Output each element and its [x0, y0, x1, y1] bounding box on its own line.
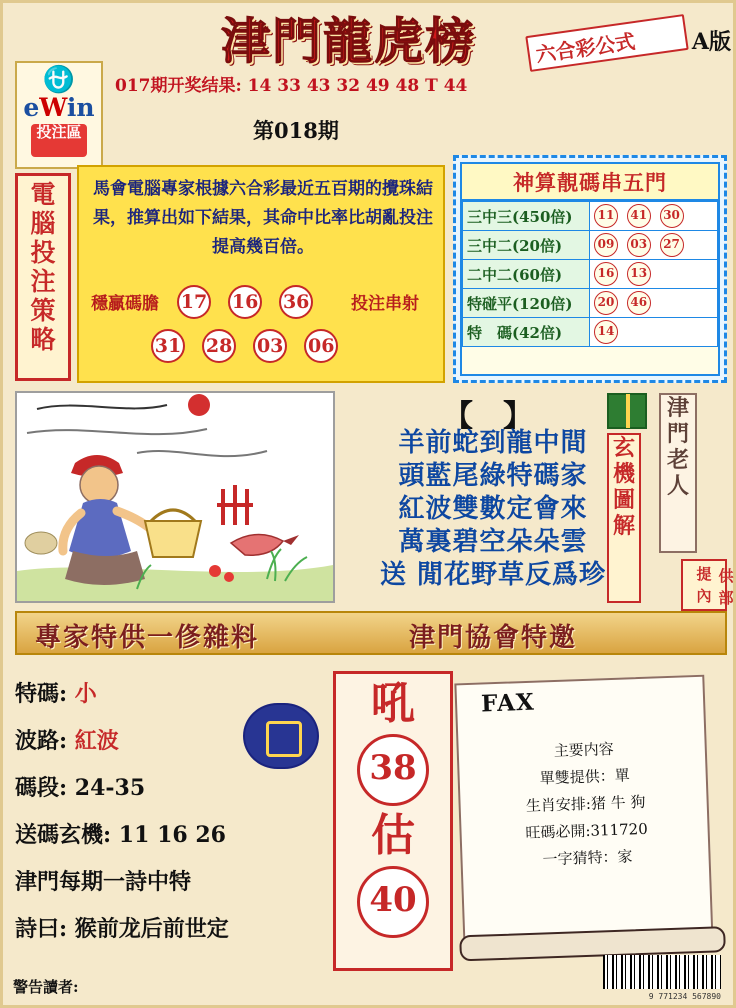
vtitle-char: 注: [30, 267, 56, 296]
odds-label: 三中三(450倍): [463, 202, 590, 231]
strip-char: 玄: [612, 435, 635, 461]
strip-char: 解: [612, 513, 635, 539]
lucky-ball: 06: [304, 329, 338, 363]
fax-line: 單雙提供：單: [539, 766, 630, 788]
formula-ribbon: [525, 14, 688, 72]
poem-line: 送 閒花野草反爲珍: [379, 560, 607, 590]
lucky-word-mid: 估: [371, 810, 415, 861]
barcode: [603, 955, 721, 989]
strategy-text: 馬會電腦專家根據六合彩最近五百期的攪珠結果，推算出如下結果，其命中比率比胡亂投注提高幾百倍。: [93, 179, 433, 257]
odds-values: [590, 260, 718, 289]
edition-label: A版: [691, 29, 731, 55]
info-label: 碼段:: [15, 775, 68, 801]
strip-char: 人: [666, 473, 689, 499]
odds-values: [590, 231, 718, 260]
vtitle-char: 投: [30, 238, 56, 267]
promo-banner: [15, 611, 727, 655]
info-label: 津門每期一詩中特: [15, 869, 192, 895]
warning-text: 警告讀者:: [13, 978, 79, 996]
illustration-svg: [17, 393, 333, 601]
fax-content: [458, 733, 713, 877]
lucky-ball: 16: [228, 285, 262, 319]
table-row: [463, 231, 718, 260]
barcode-text: 9 771234 567890: [648, 992, 721, 1001]
vtitle-char: 電: [30, 180, 56, 209]
laoren-strip: [659, 393, 697, 553]
promo-right-text: 津門協會特邀: [409, 623, 578, 653]
odds-number: 41: [627, 204, 651, 228]
lucky-label: 穩贏碼膽: [91, 294, 159, 314]
odds-label: 特碰平(120倍): [463, 289, 590, 318]
fax-heading: 主要内容: [553, 739, 615, 761]
poem-line: 頭藍尾綠特碼家: [398, 461, 588, 491]
poem-lines: [343, 427, 643, 592]
info-label: 送碼玄機:: [15, 822, 112, 848]
poem-line: 萬裏碧空朵朵雲: [398, 527, 588, 557]
odds-panel-title: 神算靚碼串五門: [462, 164, 718, 201]
strip-char: 門: [666, 421, 689, 447]
vtitle-char: 略: [30, 325, 56, 354]
lucky-word-column: [333, 671, 453, 971]
info-row: [15, 812, 333, 859]
lucky-ball: 03: [253, 329, 287, 363]
vtitle-char: 腦: [30, 209, 56, 238]
info-value: 24-35: [74, 775, 146, 801]
odds-values: [590, 318, 718, 347]
tip-char: 供: [718, 567, 734, 585]
odds-panel: [453, 155, 727, 383]
odds-number: 16: [594, 262, 618, 286]
lucky-ball: 31: [151, 329, 185, 363]
odds-number: 46: [627, 291, 651, 315]
strategy-box: [77, 165, 445, 383]
info-value: 小: [74, 681, 97, 707]
seal-emblem: [243, 703, 319, 769]
odds-values: [590, 289, 718, 318]
brand-badge: 投注區: [31, 124, 87, 157]
strip-char: 津: [666, 395, 689, 421]
lucky-number-bottom: 40: [357, 866, 429, 938]
info-value: 猴前龙后前世定: [74, 916, 229, 942]
info-value: 紅波: [74, 728, 119, 754]
lucky-ball: 36: [279, 285, 313, 319]
xuanji-strip: [607, 433, 641, 603]
table-row: [463, 318, 718, 347]
promo-left-text: 專家特供一俢雜料: [35, 623, 260, 653]
odds-label: 二中二(60倍): [463, 260, 590, 289]
table-row: [463, 289, 718, 318]
odds-label: 三中二(20倍): [463, 231, 590, 260]
issue-number: 第018期: [253, 118, 339, 143]
poem-block: [343, 391, 643, 603]
tip-char: 內: [696, 587, 712, 605]
page-title: 津門龍虎榜: [221, 12, 477, 70]
info-row: [15, 765, 333, 812]
strategy-vertical-title: [15, 173, 71, 381]
odds-number: 09: [594, 233, 618, 257]
table-row: [463, 202, 718, 231]
table-row: [463, 260, 718, 289]
fax-label: FAX: [480, 688, 536, 718]
odds-number: 03: [627, 233, 651, 257]
bet-label: 投注串射: [351, 294, 419, 314]
odds-number: 30: [660, 204, 684, 228]
odds-values: [590, 202, 718, 231]
odds-number: 14: [594, 320, 618, 344]
odds-table: [462, 201, 718, 347]
strip-char: 圖: [612, 487, 635, 513]
odds-number: 13: [627, 262, 651, 286]
fax-line: 旺碼必開:311720: [525, 819, 649, 843]
brand-name: eWin: [23, 93, 95, 122]
info-row: [15, 906, 333, 953]
poem-line: 紅波雙數定會來: [398, 494, 588, 524]
poem-bracket: 【 】: [443, 399, 533, 434]
odds-number: 11: [594, 204, 618, 228]
lucky-word-top: 吼: [371, 678, 415, 729]
strip-char: 老: [666, 447, 689, 473]
odds-label: 特 碼(42倍): [463, 318, 590, 347]
gift-icon: [607, 393, 647, 429]
illustration: [15, 391, 335, 603]
masthead: [3, 3, 736, 70]
tip-char: 部: [718, 589, 734, 607]
info-label: 詩曰:: [15, 916, 68, 942]
info-label: 特碼:: [15, 681, 68, 707]
lucky-ball: 17: [177, 285, 211, 319]
brand-logo-box: [15, 61, 103, 169]
poem-line: 羊前蛇到龍中間: [398, 428, 588, 458]
tip-char: 提: [696, 565, 712, 583]
info-row: [15, 859, 333, 906]
fax-line: 一字猜特：家: [542, 847, 633, 869]
vtitle-char: 策: [30, 296, 56, 325]
odds-number: 27: [660, 233, 684, 257]
draw-result-line: 017期开奖结果: 14 33 43 32 49 48 T 44: [115, 76, 468, 96]
strip-char: 機: [612, 461, 635, 487]
ribbon-label: 六合彩公式: [534, 29, 637, 67]
tip-box-2: [703, 563, 736, 615]
info-value: 11 16 26: [118, 822, 226, 848]
fax-scroll: [454, 675, 713, 954]
lucky-ball: 28: [202, 329, 236, 363]
odds-number: 20: [594, 291, 618, 315]
horseshoe-icon: ⛎: [42, 65, 76, 95]
fax-line: 生肖安排:猪 牛 狗: [525, 792, 646, 816]
info-label: 波路:: [15, 728, 68, 754]
lucky-number-top: 38: [357, 734, 429, 806]
